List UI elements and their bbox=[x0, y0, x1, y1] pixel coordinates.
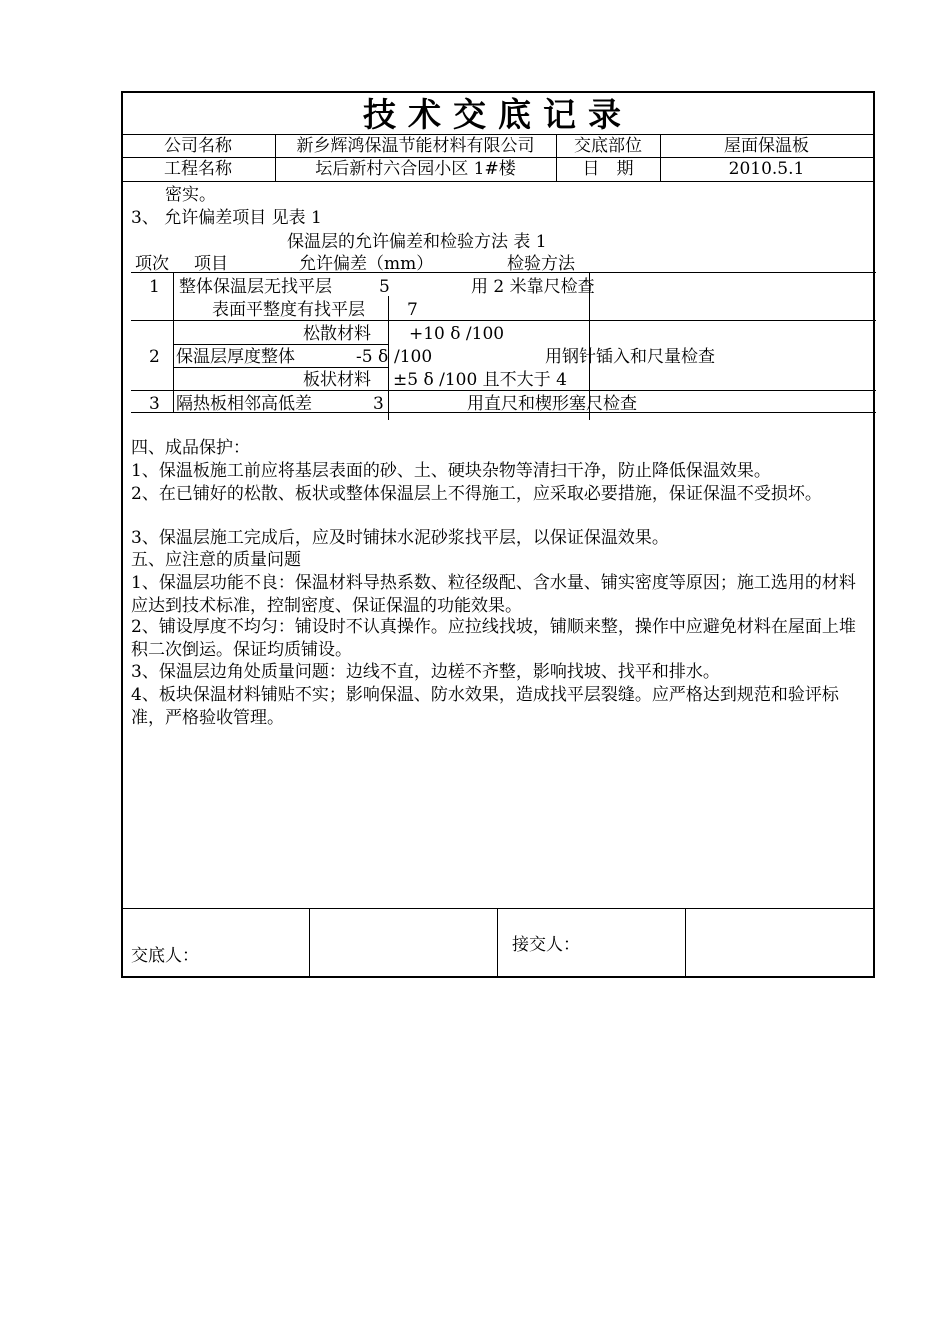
r3-method: 用直尺和楔形塞尺检查 bbox=[467, 394, 637, 414]
r2-no: 2 bbox=[149, 347, 160, 367]
r2-dev-a: +10 δ /100 bbox=[409, 324, 505, 344]
section-heading-protection: 四、成品保护： bbox=[131, 438, 250, 458]
paragraph: 4、板块保温材料铺贴不实；影响保温、防水效果，造成找平层裂缝。应严格达到规范和验评标准，严格验收管理。 bbox=[131, 685, 839, 728]
r2-method: 用钢针锸入和尺量检查 bbox=[545, 347, 715, 367]
tt-rule-4 bbox=[131, 390, 876, 391]
date-label: 日 期 bbox=[582, 159, 634, 179]
date-value: 2010.5.1 bbox=[728, 159, 805, 179]
r1-dev-a: 5 bbox=[379, 277, 390, 297]
paragraph: 3、保温层边角处质量问题：边线不直，边槎不齐整，影响找坡、找平和排水。 bbox=[131, 662, 720, 682]
company-label: 公司名称 bbox=[164, 136, 232, 156]
tt-rule-3 bbox=[173, 367, 388, 368]
project-label: 工程名称 bbox=[164, 159, 232, 179]
paragraph: 2、铺设厚度不均匀：铺设时不认真操作。应拉线找坡，铺顺来整，操作中应避免材料在屋面上堆积二次倒运。保证均质铺设。 bbox=[131, 617, 856, 660]
r1-item-b: 表面平整度有找平层 bbox=[212, 300, 365, 320]
r2-dev-b2: /100 bbox=[394, 347, 433, 367]
header-rule-3 bbox=[121, 181, 875, 182]
r2-dev-b1: -5 δ bbox=[356, 347, 389, 367]
th-deviation: 允许偏差（mm） bbox=[299, 254, 434, 274]
r1-item-a: 整体保温层无找平层 bbox=[179, 277, 332, 297]
table-caption: 保温层的允许偏差和检验方法 表 1 bbox=[287, 232, 547, 252]
th-item: 项目 bbox=[194, 254, 228, 274]
r2-dev-c: ±5 δ /100 且不大于 4 bbox=[393, 370, 567, 390]
tt-col-1 bbox=[173, 272, 174, 412]
r3-item: 隔热板相邻高低差 bbox=[176, 394, 312, 414]
r1-dev-b: 7 bbox=[407, 300, 418, 320]
section-heading-quality: 五、应注意的质量问题 bbox=[131, 550, 301, 570]
paragraph: 1、保温层功能不良：保温材料导热系数、粒径级配、含水量、铺实密度等原因；施工选用的材料应达到技术标准，控制密度、保证保温的功能效果。 bbox=[131, 573, 856, 616]
intro-line-2: 3、 允许偏差项目 见表 1 bbox=[131, 208, 322, 228]
part-label: 交底部位 bbox=[574, 136, 642, 156]
footer-rule bbox=[121, 908, 875, 909]
tt-rule-top bbox=[131, 272, 876, 273]
r3-dev: 3 bbox=[373, 394, 384, 414]
paragraph: 1、保温板施工前应将基层表面的砂、土、硬块杂物等清扫干净，防止降低保温效果。 bbox=[131, 461, 771, 481]
handover-label: 交底人： bbox=[131, 946, 199, 966]
footer-col-1 bbox=[309, 908, 310, 978]
r1-method: 用 2 米靠尺检查 bbox=[471, 277, 595, 297]
footer-col-2 bbox=[497, 908, 498, 978]
th-method: 检验方法 bbox=[507, 254, 575, 274]
paragraph: 2、在已铺好的松散、板状或整体保温层上不得施工，应采取必要措施，保证保温不受损坏。 bbox=[131, 484, 822, 504]
th-no: 项次 bbox=[135, 254, 169, 274]
r1-no: 1 bbox=[149, 277, 160, 297]
tt-rule-1 bbox=[131, 320, 876, 321]
project-value: 坛后新村六合园小区 1#楼 bbox=[315, 159, 516, 179]
part-value: 屋面保温板 bbox=[724, 136, 809, 156]
receiver-label: 接交人： bbox=[512, 935, 580, 955]
r2-item: 保温层厚度整体 bbox=[176, 347, 295, 367]
intro-line-1: 密实。 bbox=[165, 185, 216, 205]
paragraph: 3、保温层施工完成后，应及时铺抹水泥砂浆找平层，以保证保温效果。 bbox=[131, 528, 669, 548]
company-value: 新乡辉鸿保温节能材料有限公司 bbox=[296, 136, 535, 156]
footer-col-3 bbox=[685, 908, 686, 978]
page-title: 技术交底记录 bbox=[363, 95, 633, 134]
tt-rule-2 bbox=[173, 344, 388, 345]
r2-sub-a: 松散材料 bbox=[303, 324, 371, 344]
r2-sub-c: 板状材料 bbox=[303, 370, 371, 390]
r3-no: 3 bbox=[149, 394, 160, 414]
